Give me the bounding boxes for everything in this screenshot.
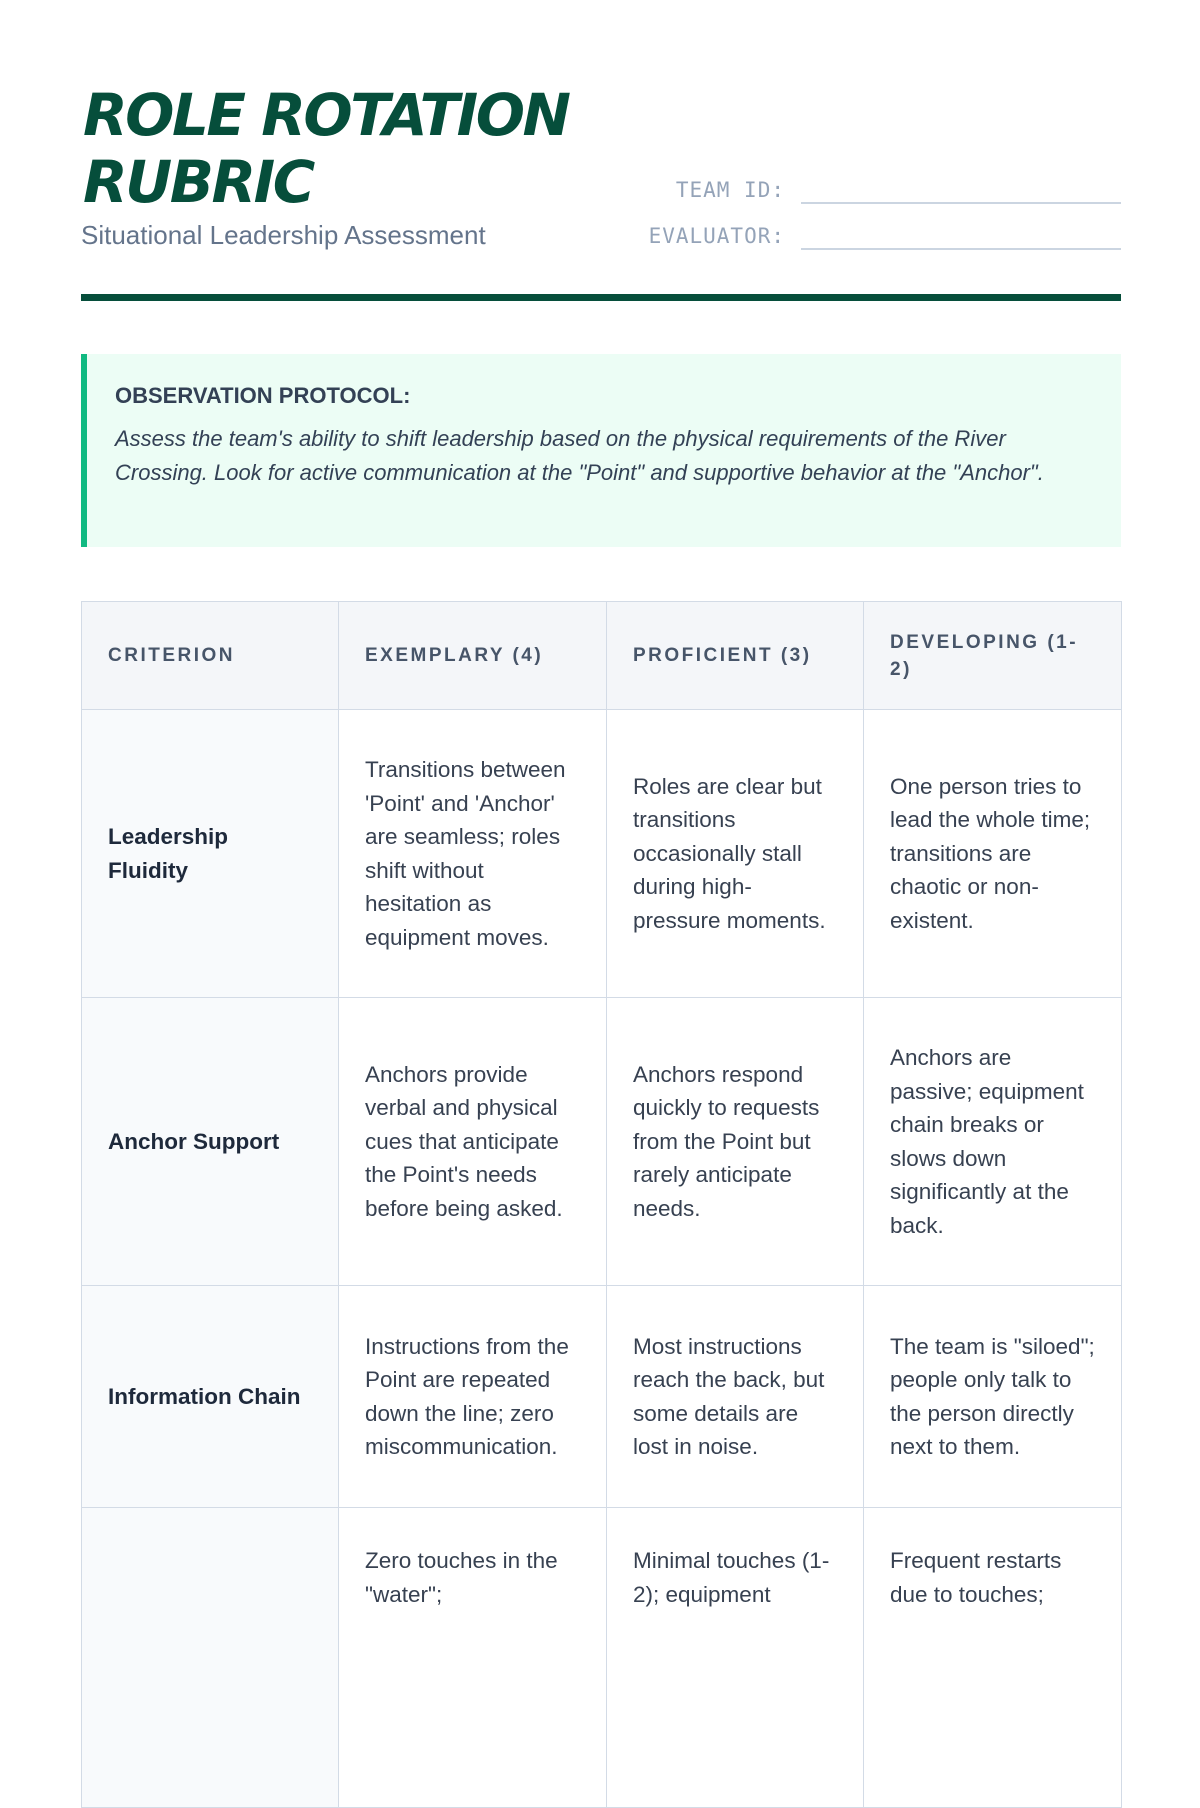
team-id-label: TEAM ID: (675, 178, 785, 202)
criterion-cell: Anchor Support (82, 998, 339, 1286)
page-subtitle: Situational Leadership Assessment (81, 220, 486, 250)
header-divider (81, 294, 1121, 301)
protocol-label: OBSERVATION PROTOCOL: (115, 383, 411, 408)
developing-cell: One person tries to lead the whole time; transitions are chaotic or non-existent. (864, 710, 1122, 998)
table-row (82, 1508, 1122, 1808)
team-id-row (641, 172, 1121, 206)
developing-cell: Frequent restarts due to touches; (864, 1508, 1122, 1808)
protocol-text: Assess the team's ability to shift leadership based on the physical requirements of the River Crossing. Look for active communication at the "Point" and supportive behavior at the "Anchor". (115, 426, 1044, 485)
header-proficient: PROFICIENT (3) (607, 602, 864, 710)
header-exemplary: EXEMPLARY (4) (339, 602, 607, 710)
developing-cell: The team is "siloed"; people only talk to the person directly next to them. (864, 1286, 1122, 1508)
table-row (82, 1286, 1122, 1508)
observation-protocol (81, 354, 1121, 547)
criterion-cell: Information Chain (82, 1286, 339, 1508)
table-header-row (82, 602, 1122, 710)
rubric-table (81, 601, 1122, 1808)
table-row (82, 998, 1122, 1286)
exemplary-cell: Zero touches in the "water"; (339, 1508, 607, 1808)
exemplary-cell: Anchors provide verbal and physical cues that anticipate the Point's needs before being asked. (339, 998, 607, 1286)
proficient-cell: Minimal touches (1-2); equipment (607, 1508, 864, 1808)
team-id-field[interactable] (801, 202, 1121, 204)
criterion-cell: Leadership Fluidity (82, 710, 339, 998)
evaluator-label: EVALUATOR: (648, 224, 785, 248)
evaluator-field[interactable] (801, 248, 1121, 250)
header (81, 0, 1121, 300)
rubric-page (81, 0, 1121, 1607)
page-title: ROLE ROTATION RUBRIC (83, 81, 569, 216)
exemplary-cell: Instructions from the Point are repeated down the line; zero miscommunication. (339, 1286, 607, 1508)
evaluator-row (641, 218, 1121, 252)
exemplary-cell: Transitions between 'Point' and 'Anchor' are seamless; roles shift without hesitation as equipment moves. (339, 710, 607, 998)
proficient-cell: Anchors respond quickly to requests from the Point but rarely anticipate needs. (607, 998, 864, 1286)
proficient-cell: Roles are clear but transitions occasionally stall during high-pressure moments. (607, 710, 864, 998)
table-row (82, 710, 1122, 998)
header-criterion: CRITERION (82, 602, 339, 710)
developing-cell: Anchors are passive; equipment chain breaks or slows down significantly at the back. (864, 998, 1122, 1286)
proficient-cell: Most instructions reach the back, but some details are lost in noise. (607, 1286, 864, 1508)
criterion-cell (82, 1508, 339, 1808)
meta-fields (641, 172, 1121, 264)
header-developing: DEVELOPING (1-2) (864, 602, 1122, 710)
